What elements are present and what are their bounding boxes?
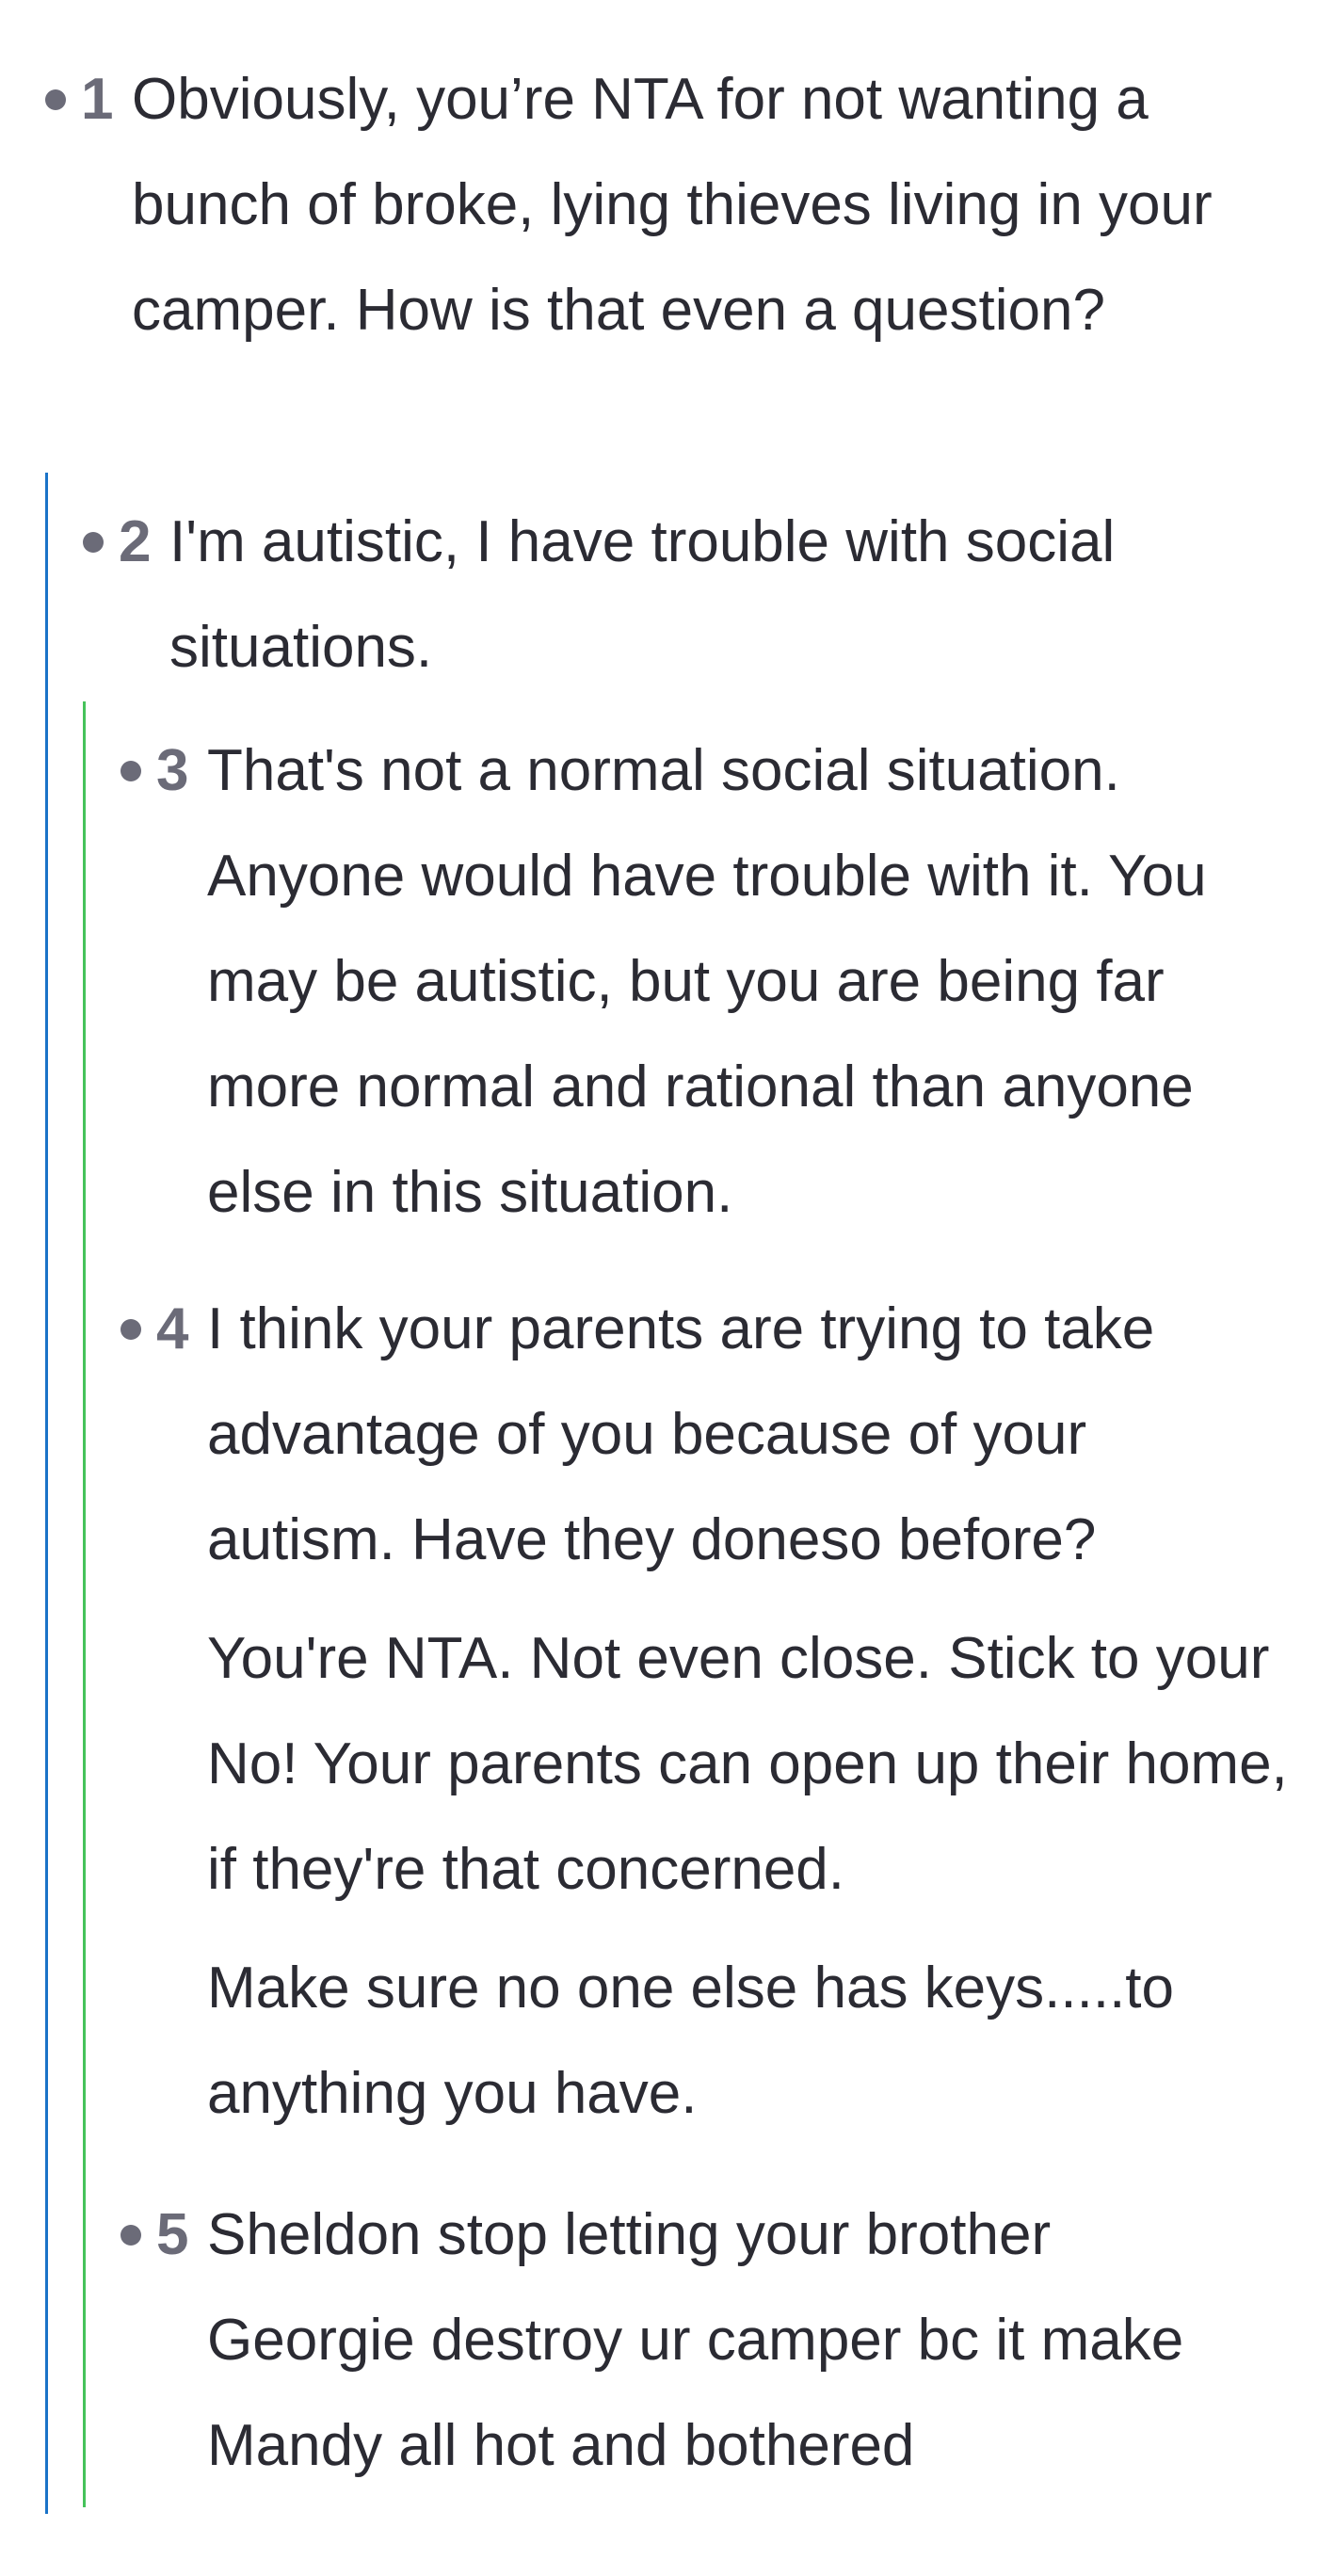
- bullet-icon: [121, 1319, 141, 1340]
- comment-paragraph: That's not a normal social situation. Anyone would have trouble with it. You may be autistic, but you are being far more normal and rational than anyone else in this situation.: [207, 738, 1207, 1225]
- bullet-icon: [121, 761, 141, 781]
- comment-body: [207, 2182, 1271, 2499]
- comment-number: 3: [156, 738, 189, 803]
- thread-rail-level-2[interactable]: [83, 701, 86, 2507]
- thread-rail-level-1[interactable]: [45, 473, 48, 2514]
- comment-number: 1: [81, 67, 114, 132]
- comment-number: 2: [119, 509, 152, 574]
- comment-number: 5: [156, 2202, 189, 2267]
- bullet-icon: [45, 89, 66, 110]
- comment-paragraph: Sheldon stop letting your brother Georgie destroy ur camper bc it make Mandy all hot and bothered: [207, 2202, 1184, 2478]
- comment-body: [207, 1277, 1290, 2147]
- comment-paragraph: Obviously, you’re NTA for not wanting a bunch of broke, lying thieves living in your camper. How is that even a question?: [132, 67, 1213, 343]
- comment-paragraph: Make sure no one else has keys.....to anything you have.: [207, 1956, 1174, 2126]
- bullet-icon: [121, 2225, 141, 2246]
- comment-paragraph: You're NTA. Not even close. Stick to your No! Your parents can open up their home, if they're that concerned.: [207, 1626, 1288, 1902]
- comment-paragraph: I'm autistic, I have trouble with social situations.: [169, 509, 1116, 680]
- comment-paragraph: I think your parents are trying to take advantage of you because of your autism. Have they doneso before?: [207, 1296, 1155, 1572]
- comment-body: [169, 490, 1271, 700]
- comment-number: 4: [156, 1296, 189, 1361]
- comment-body: [207, 718, 1271, 1246]
- comment-body: [132, 47, 1309, 363]
- bullet-icon: [83, 532, 104, 553]
